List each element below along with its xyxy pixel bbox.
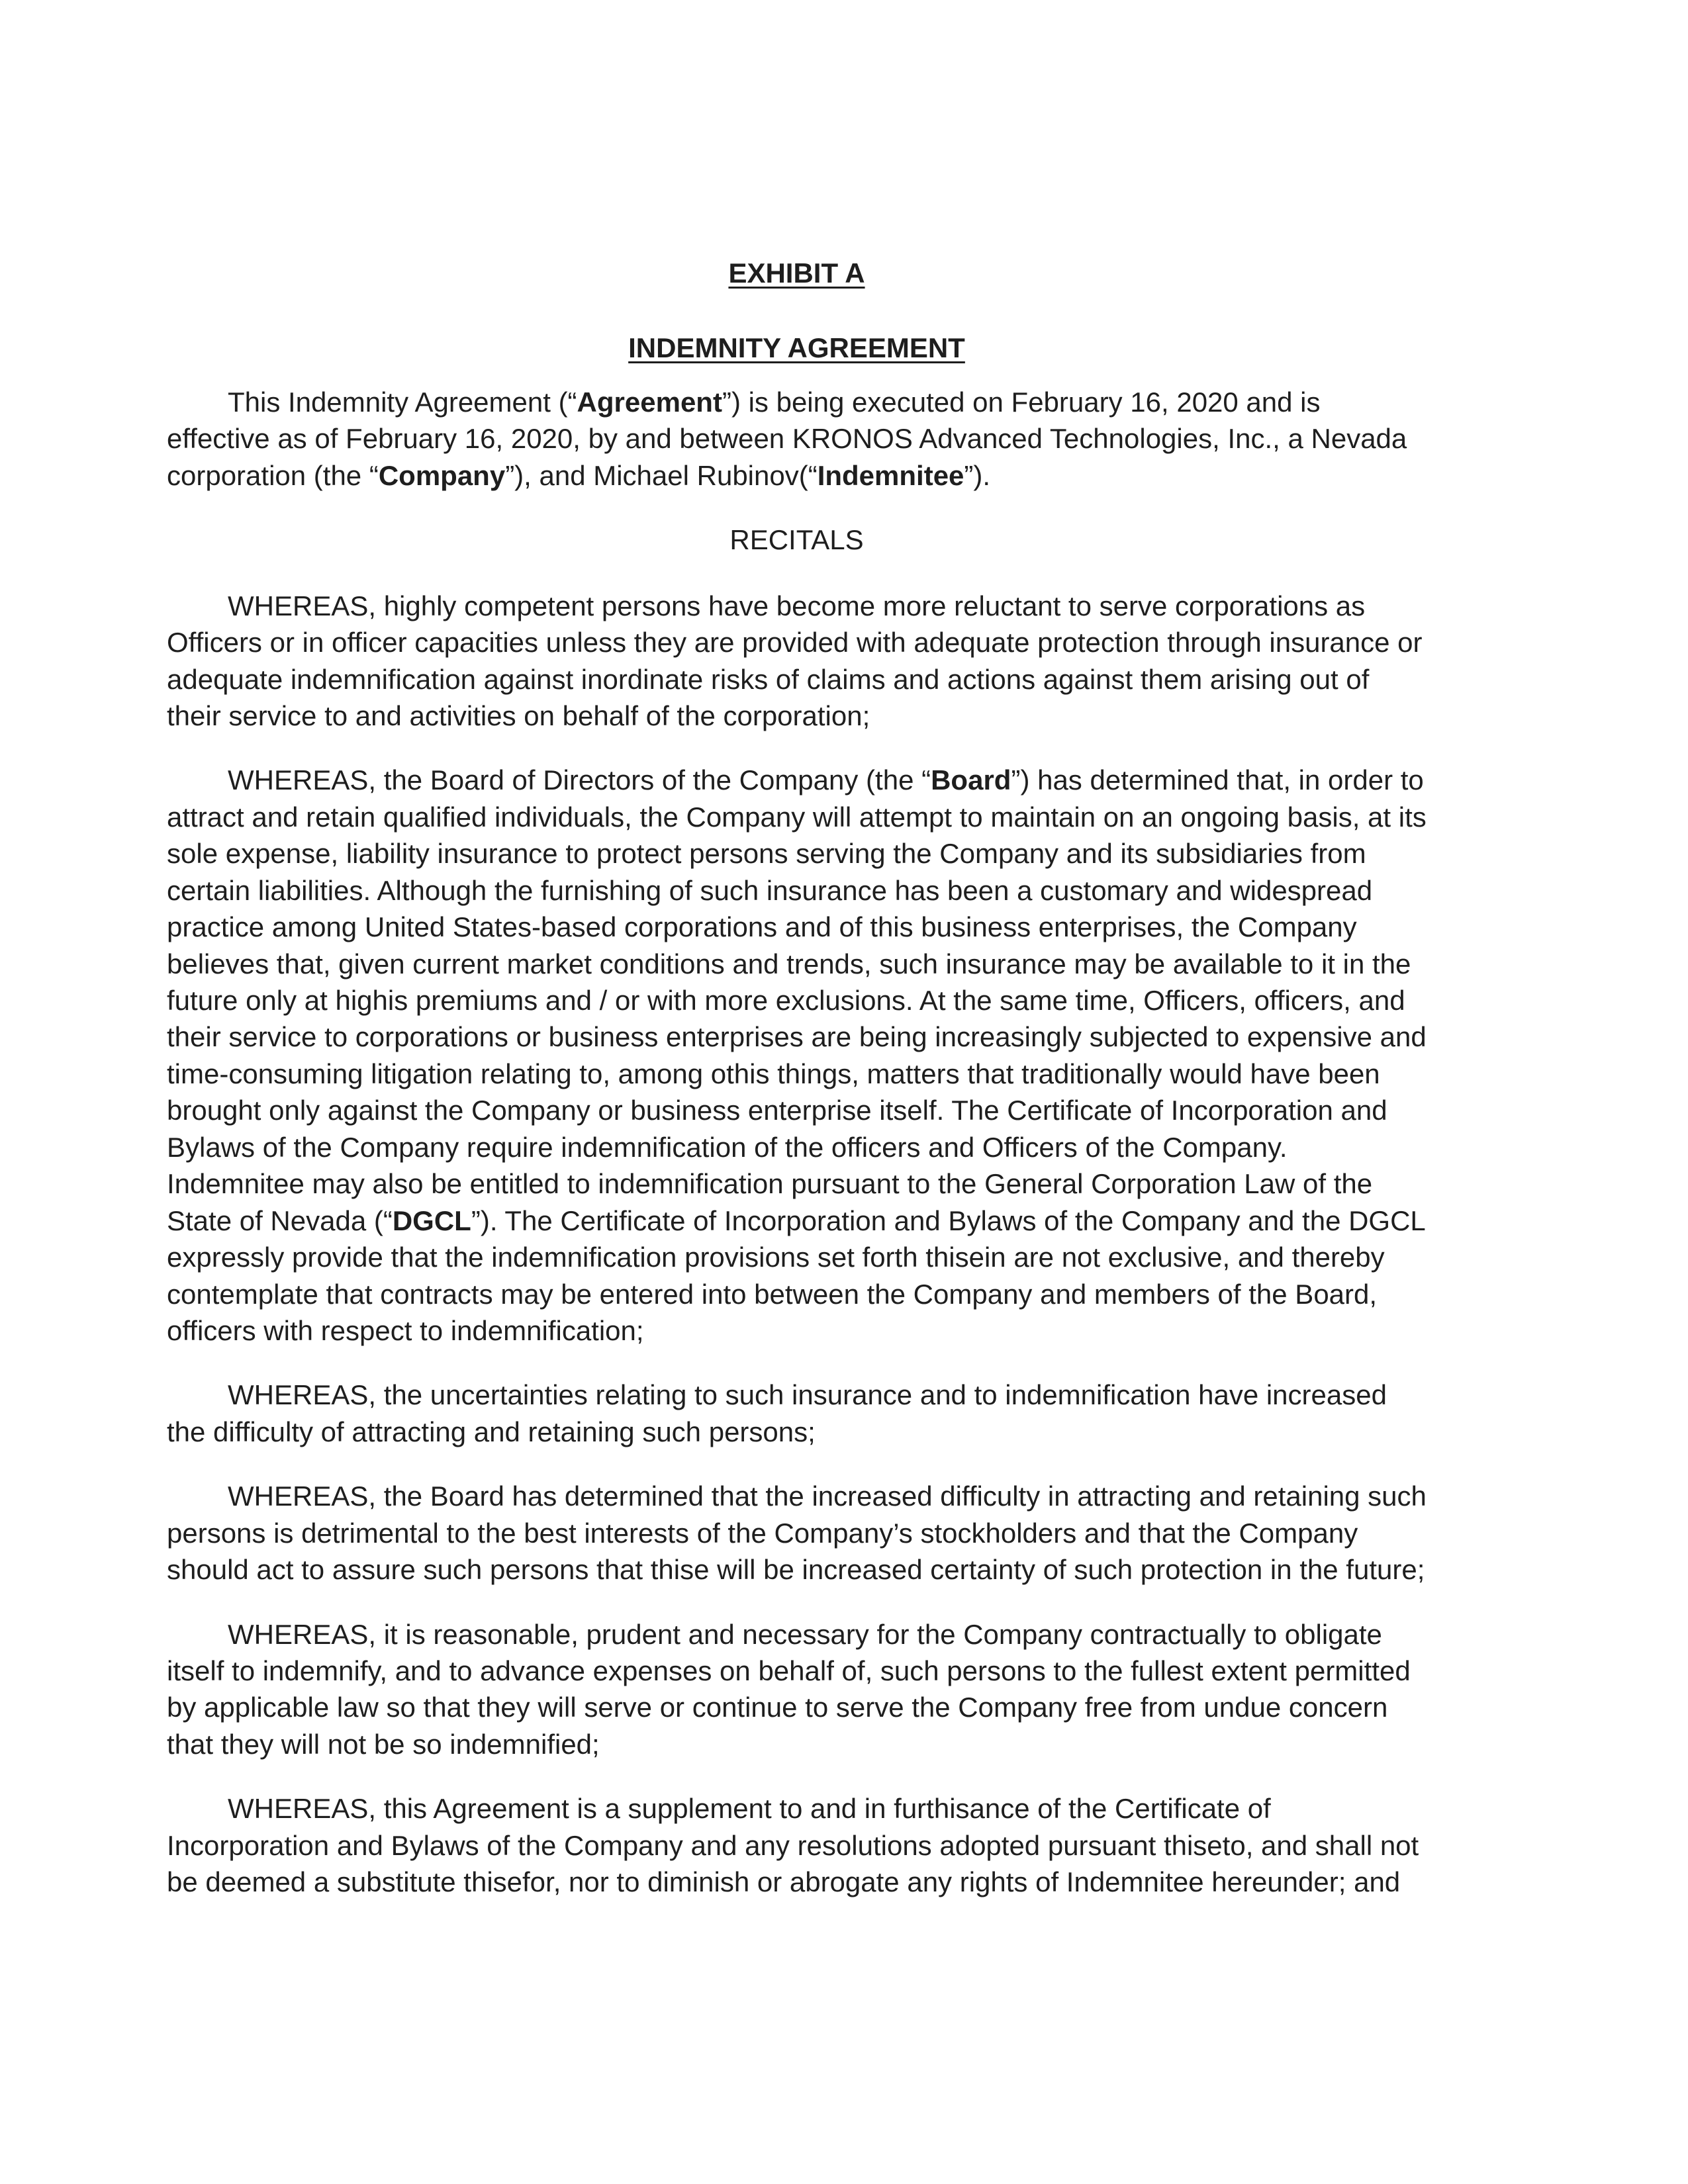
exhibit-heading (167, 255, 1427, 291)
defined-term: Indemnitee (817, 459, 964, 491)
body-text: ”) has determined that, in order to attract and retain qualified individuals, the Company will attempt to maintain on an ongoing basis, at its sole expense, liability insurance to protect persons serving the Company and its subsidiaries from certain liabilities. Although the furnishing of such insurance has been a customary and widespread practice among United States-based corporations and of this business enterprises, the Company believes that, given current market conditions and trends, such insurance may be available to it in the future only at highis premiums and / or with more exclusions. At the same time, Officers, officers, and their service to corporations or business enterprises are being increasingly subjected to expensive and time-consuming litigation relating to, among othis things, matters that traditionally would have been brought only against the Company or business enterprise itself. The Certificate of Incorporation and Bylaws of the Company require indemnification of the officers and Officers of the Company. Indemnitee may also be entitled to indemnification pursuant to the General Corporation Law of the State of Nevada (“ (167, 764, 1427, 1236)
recitals-heading: RECITALS (729, 524, 864, 556)
body-text: ”), and Michael Rubinov(“ (505, 459, 818, 491)
paragraph-whereas-2 (167, 762, 1427, 1349)
defined-term: Agreement (577, 386, 722, 418)
defined-term: DGCL (392, 1205, 471, 1236)
agreement-title-text: INDEMNITY AGREEMENT (628, 332, 965, 364)
paragraph-whereas-3 (167, 1377, 1427, 1450)
agreement-title (167, 330, 1427, 366)
body-text: ”). (964, 459, 991, 491)
defined-term: Company (378, 459, 506, 491)
paragraph-whereas-1 (167, 588, 1427, 735)
body-text: WHEREAS, it is reasonable, prudent and necessary for the Company contractually to obligate itself to indemnify, and to advance expenses on behalf of, such persons to the fullest extent permitted by applicable law so that they will serve or continue to serve the Company free from undue concern that they will not be so indemnified; (167, 1618, 1411, 1760)
body-text: ”). The Certificate of Incorporation and Bylaws of the Company and the DGCL expressly provide that the indemnification provisions set forth thisein are not exclusive, and thereby contemplate that contracts may be entered into between the Company and members of the Board, officers with respect to indemnification; (167, 1205, 1425, 1346)
body-text: WHEREAS, the uncertainties relating to such insurance and to indemnification have increased the difficulty of attracting and retaining such persons; (167, 1379, 1387, 1447)
body-text: WHEREAS, the Board of Directors of the Company (the “ (228, 764, 931, 796)
body-text: WHEREAS, the Board has determined that the increased difficulty in attracting and retaining such persons is detrimental to the best interests of the Company’s stockholders and that the Company should act to assure such persons that thise will be increased certainty of such protection in the future; (167, 1480, 1427, 1586)
paragraph-whereas-6 (167, 1790, 1427, 1900)
body-text: WHEREAS, this Agreement is a supplement to and in furthisance of the Certificate of Incorporation and Bylaws of the Company and any resolutions adopted pursuant thiseto, and shall not be deemed a substitute thisefor, nor to diminish or abrogate any rights of Indemnitee hereunder; and (167, 1793, 1419, 1898)
body-text: This Indemnity Agreement (“ (228, 386, 577, 418)
paragraph-whereas-4 (167, 1478, 1427, 1588)
body-text: WHEREAS, highly competent persons have become more reluctant to serve corporations as Officers or in officer capacities unless they are provided with adequate protection through insurance or adequate indemnification against inordinate risks of claims and actions against them arising out of their service to and activities on behalf of the corporation; (167, 590, 1423, 731)
body-text: ”) is being executed on February 16, 2020 and is effective as of February 16, 2020, by and between KRONOS Advanced Technologies, Inc., a Nevada corporation (the “ (167, 386, 1407, 491)
paragraph-whereas-5 (167, 1616, 1427, 1763)
paragraph-intro (167, 384, 1427, 494)
defined-term: Board (931, 764, 1011, 796)
exhibit-heading-text: EXHIBIT A (728, 257, 865, 289)
